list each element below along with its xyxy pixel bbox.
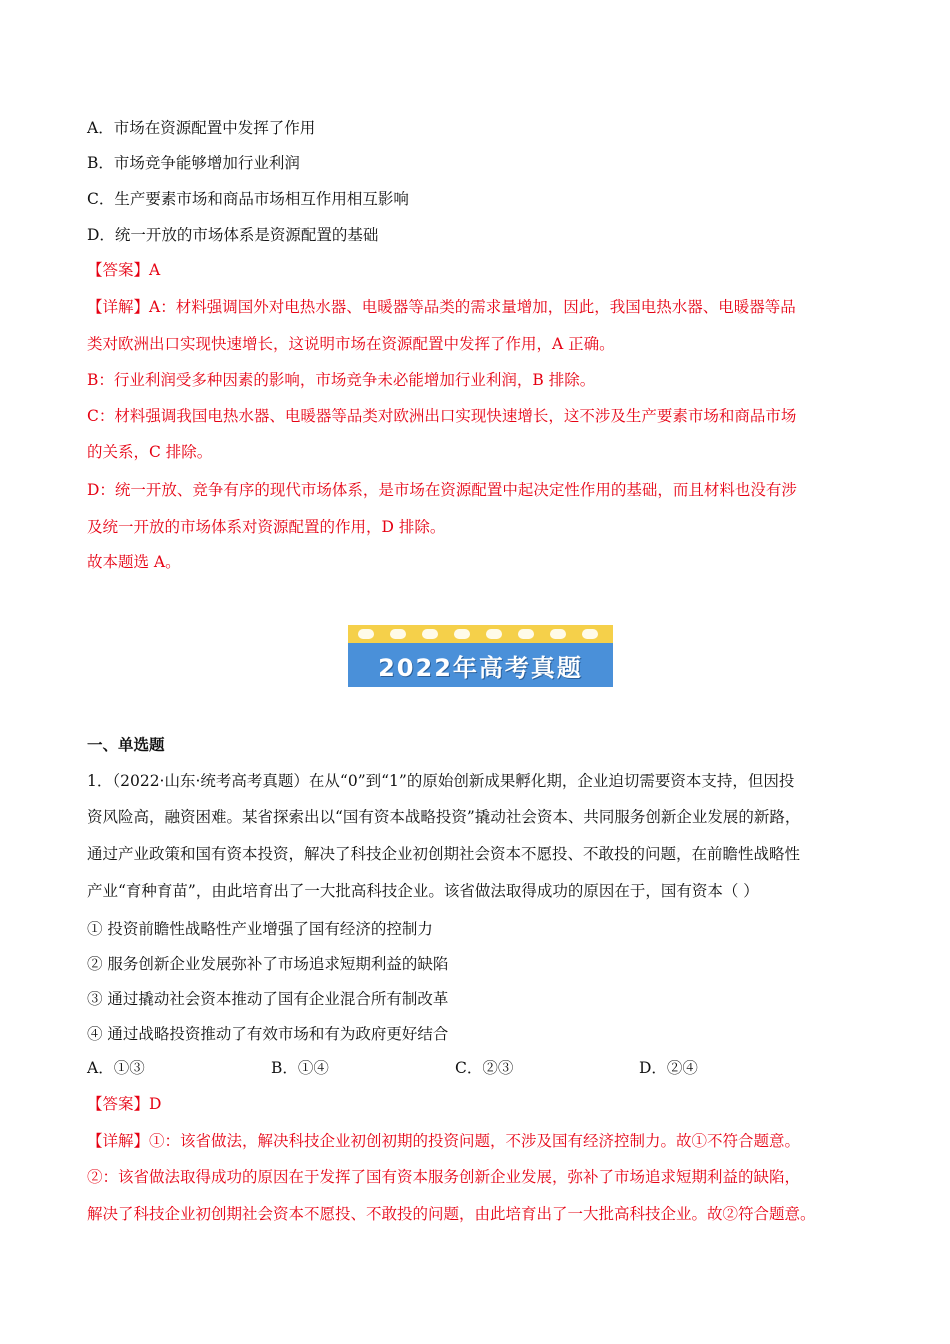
banner-body: [348, 643, 613, 687]
banner-dot: [518, 629, 534, 639]
banner-dot: [582, 629, 598, 639]
option-a: A．市场在资源配置中发挥了作用: [87, 119, 316, 137]
statement-1: ① 投资前瞻性战略性产业增强了国有经济的控制力: [87, 920, 433, 938]
answer-label: 【答案】D: [87, 1095, 162, 1113]
option-d: D．统一开放的市场体系是资源配置的基础: [87, 226, 379, 244]
statement-2: ② 服务创新企业发展弥补了市场追求短期利益的缺陷: [87, 955, 449, 973]
banner-ribbon: [348, 625, 613, 643]
answer-label: 【答案】A: [87, 261, 161, 279]
banner-dot: [390, 629, 406, 639]
option-c: C．生产要素市场和商品市场相互作用相互影响: [87, 190, 409, 208]
banner-dot: [486, 629, 502, 639]
option-b: B．市场竞争能够增加行业利润: [87, 154, 300, 172]
detail-line: C：材料强调我国电热水器、电暖器等品类对欧洲出口实现快速增长，这不涉及生产要素市场和商品市场: [87, 407, 797, 425]
section-heading: 一、单选题: [87, 735, 165, 754]
detail-line: 故本题选 A。: [87, 553, 181, 571]
banner-dot: [550, 629, 566, 639]
detail-line: 及统一开放的市场体系对资源配置的作用，D 排除。: [87, 518, 446, 536]
question-stem-line: 1．（2022·山东·统考高考真题）在从“0”到“1”的原始创新成果孵化期，企业迫切需要资本支持，但因投: [87, 772, 795, 790]
option-c: C．②③: [455, 1059, 514, 1077]
question-stem-line: 通过产业政策和国有资本投资，解决了科技企业初创期社会资本不愿投、不敢投的问题，在前瞻性战略性: [87, 845, 801, 863]
option-a: A．①③: [87, 1059, 145, 1077]
statement-3: ③ 通过撬动社会资本推动了国有企业混合所有制改革: [87, 990, 449, 1008]
detail-line: 【详解】A：材料强调国外对电热水器、电暖器等品类的需求量增加，因此，我国电热水器、电暖器等品: [87, 298, 796, 316]
banner-dot: [422, 629, 438, 639]
statement-4: ④ 通过战略投资推动了有效市场和有为政府更好结合: [87, 1025, 449, 1043]
detail-line: ②：该省做法取得成功的原因在于发挥了国有资本服务创新企业发展，弥补了市场追求短期利益的缺陷，: [87, 1168, 801, 1186]
detail-line: 的关系，C 排除。: [87, 443, 213, 461]
banner-title: 2022年高考真题: [378, 653, 583, 682]
option-d: D．②④: [639, 1059, 698, 1077]
detail-line: B：行业利润受多种因素的影响，市场竞争未必能增加行业利润，B 排除。: [87, 371, 596, 389]
detail-line: D：统一开放、竞争有序的现代市场体系，是市场在资源配置中起决定性作用的基础，而且材料也没有涉: [87, 481, 797, 499]
banner-dot: [358, 629, 374, 639]
question-stem-line: 资风险高，融资困难。某省探索出以“国有资本战略投资”撬动社会资本、共同服务创新企业发展的新路，: [87, 808, 801, 826]
detail-line: 解决了科技企业初创期社会资本不愿投、不敢投的问题，由此培育出了一大批高科技企业。故②符合题意。: [87, 1205, 816, 1223]
option-b: B．①④: [271, 1059, 329, 1077]
detail-line: 类对欧洲出口实现快速增长，这说明市场在资源配置中发挥了作用，A 正确。: [87, 335, 615, 353]
section-banner: [348, 625, 613, 687]
detail-line: 【详解】①：该省做法，解决科技企业初创初期的投资问题，不涉及国有经济控制力。故①不符合题意。: [87, 1132, 801, 1150]
banner-dot: [454, 629, 470, 639]
question-stem-line: 产业“育种育苗”，由此培育出了一大批高科技企业。该省做法取得成功的原因在于，国有资本（ ）: [87, 882, 759, 900]
